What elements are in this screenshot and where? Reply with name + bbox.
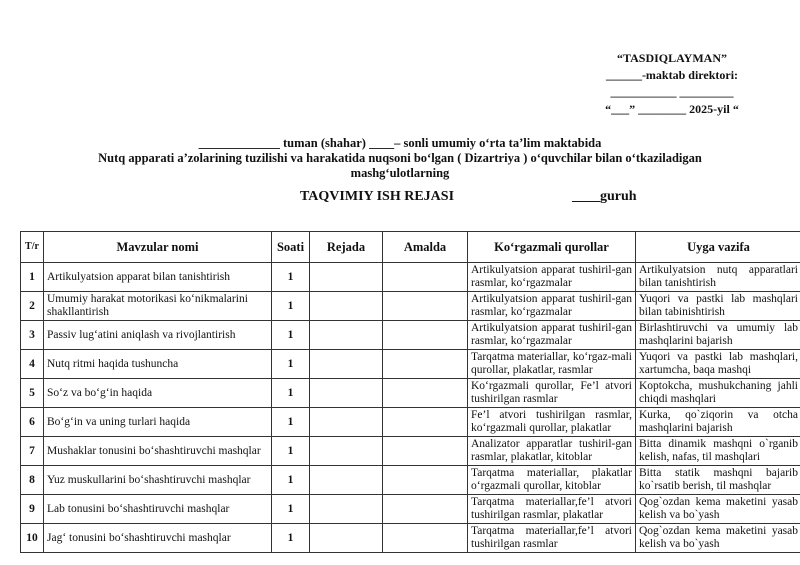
approval-date-line: “___” ________ 2025-yil “ <box>605 102 739 116</box>
hours-cell: 1 <box>272 524 310 553</box>
actual-date-cell <box>383 408 468 437</box>
topic-cell: Artikulyatsion apparat bilan tanishtirish <box>44 263 272 292</box>
table-row <box>21 379 800 408</box>
actual-date-cell <box>383 350 468 379</box>
col-header-plan: Rejada <box>310 232 383 263</box>
materials-cell: Tarqatma materiallar, plakatlar o‘rgazmali qurollar, kitoblar <box>468 466 636 495</box>
hours-cell: 1 <box>272 495 310 524</box>
plan-date-cell <box>310 263 383 292</box>
table-body <box>21 263 800 553</box>
col-header-homework: Uyga vazifa <box>636 232 800 263</box>
plan-date-cell <box>310 350 383 379</box>
col-header-materials: Ko‘rgazmali qurollar <box>468 232 636 263</box>
homework-cell: Qog`ozdan kema maketini yasab kelish va bo`yash <box>636 524 800 553</box>
table-row <box>21 292 800 321</box>
homework-cell: Birlashtiruvchi va umumiy lab mashqlarini bajarish <box>636 321 800 350</box>
col-header-hours: Soati <box>272 232 310 263</box>
table-row <box>21 524 800 553</box>
homework-cell: Artikulyatsion nutq apparatlari bilan tanishtirish <box>636 263 800 292</box>
row-number: 10 <box>21 524 44 553</box>
materials-cell: Ko‘rgazmali qurollar, Fe’l atvori tushirilgan rasmlar <box>468 379 636 408</box>
group-label: ____guruh <box>572 189 637 204</box>
actual-date-cell <box>383 524 468 553</box>
homework-cell: Bitta dinamik mashqni o`rganib kelish, nafas, til mashqlari <box>636 437 800 466</box>
topic-cell: Lab tonusini bo‘shashtiruvchi mashqlar <box>44 495 272 524</box>
plan-title: TAQVIMIY ISH REJASI <box>300 189 455 204</box>
hours-cell: 1 <box>272 466 310 495</box>
table-row <box>21 321 800 350</box>
actual-date-cell <box>383 379 468 408</box>
topic-cell: Yuz muskullarini bo‘shashtiruvchi mashqlar <box>44 466 272 495</box>
topic-cell: Nutq ritmi haqida tushuncha <box>44 350 272 379</box>
actual-date-cell <box>383 292 468 321</box>
homework-cell: Qog`ozdan kema maketini yasab kelish va bo`yash <box>636 495 800 524</box>
col-header-actual: Amalda <box>383 232 468 263</box>
homework-cell: Koptokcha, mushukchaning jahli chiqdi mashqlari <box>636 379 800 408</box>
actual-date-cell <box>383 466 468 495</box>
hours-cell: 1 <box>272 292 310 321</box>
materials-cell: Analizator apparatlar tushiril-gan rasmlar, plakatlar, kitoblar <box>468 437 636 466</box>
actual-date-cell <box>383 321 468 350</box>
hours-cell: 1 <box>272 321 310 350</box>
row-number: 6 <box>21 408 44 437</box>
document-header <box>40 136 760 181</box>
materials-cell: Tarqatma materiallar,fe’l atvori tushirilgan rasmlar <box>468 524 636 553</box>
col-header-topic: Mavzular nomi <box>44 232 272 263</box>
row-number: 4 <box>21 350 44 379</box>
actual-date-cell <box>383 495 468 524</box>
lesson-plan-table <box>20 231 800 553</box>
materials-cell: Tarqatma materiallar,fe’l atvori tushirilgan rasmlar, plakatlar <box>468 495 636 524</box>
homework-cell: Bitta statik mashqni bajarib ko`rsatib berish, til mashqlar <box>636 466 800 495</box>
actual-date-cell <box>383 437 468 466</box>
topic-cell: Mushaklar tonusini bo‘shashtiruvchi mashqlar <box>44 437 272 466</box>
header-subject-line-2: mashg‘ulotlarning <box>350 166 450 180</box>
plan-date-cell <box>310 437 383 466</box>
materials-cell: Artikulyatsion apparat tushiril-gan rasmlar, ko‘rgazmalar <box>468 321 636 350</box>
plan-date-cell <box>310 466 383 495</box>
hours-cell: 1 <box>272 263 310 292</box>
table-row <box>21 263 800 292</box>
hours-cell: 1 <box>272 379 310 408</box>
row-number: 5 <box>21 379 44 408</box>
row-number: 9 <box>21 495 44 524</box>
approval-signature-line: ___________ _________ <box>610 85 734 99</box>
actual-date-cell <box>383 263 468 292</box>
table-header-row <box>21 232 800 263</box>
hours-cell: 1 <box>272 350 310 379</box>
materials-cell: Artikulyatsion apparat tushiril-gan rasmlar, ko‘rgazmalar <box>468 292 636 321</box>
approval-school-director: ______-maktab direktori: <box>605 68 739 82</box>
plan-date-cell <box>310 408 383 437</box>
plan-date-cell <box>310 524 383 553</box>
row-number: 7 <box>21 437 44 466</box>
topic-cell: So‘z va bo‘g‘in haqida <box>44 379 272 408</box>
row-number: 3 <box>21 321 44 350</box>
plan-date-cell <box>310 379 383 408</box>
topic-cell: Jag‘ tonusini bo‘shashtiruvchi mashqlar <box>44 524 272 553</box>
plan-date-cell <box>310 292 383 321</box>
homework-cell: Yuqori va pastki lab mashqlari bilan tabinishtirish <box>636 292 800 321</box>
hours-cell: 1 <box>272 437 310 466</box>
hours-cell: 1 <box>272 408 310 437</box>
homework-cell: Yuqori va pastki lab mashqlari, xartumcha, baqa mashqi <box>636 350 800 379</box>
table-row <box>21 495 800 524</box>
plan-date-cell <box>310 495 383 524</box>
topic-cell: Bo‘g‘in va uning turlari haqida <box>44 408 272 437</box>
header-subject-line: Nutq apparati a’zolarining tuzilishi va harakatida nuqsoni bo‘lgan ( Dizartriya ) o‘quvchilar bilan o‘tkaziladigan <box>98 151 702 165</box>
topic-cell: Passiv lug‘atini aniqlash va rivojlantirish <box>44 321 272 350</box>
approval-block <box>592 50 752 118</box>
col-header-number: T/r <box>21 232 44 263</box>
approval-heading: “TASDIQLAYMAN” <box>616 51 727 65</box>
materials-cell: Fe’l atvori tushirilgan rasmlar, ko‘rgazmali qurollar, plakatlar <box>468 408 636 437</box>
materials-cell: Artikulyatsion apparat tushiril-gan rasmlar, ko‘rgazmalar <box>468 263 636 292</box>
row-number: 1 <box>21 263 44 292</box>
row-number: 2 <box>21 292 44 321</box>
homework-cell: Kurka, qo`ziqorin va otcha mashqlarini bajarish <box>636 408 800 437</box>
table-row <box>21 466 800 495</box>
table-row <box>21 437 800 466</box>
table-row <box>21 408 800 437</box>
table-row <box>21 350 800 379</box>
topic-cell: Umumiy harakat motorikasi ko‘nikmalarini shakllantirish <box>44 292 272 321</box>
header-school-line: _____________ tuman (shahar) ____– sonli umumiy o‘rta ta’lim maktabida <box>198 136 602 150</box>
plan-date-cell <box>310 321 383 350</box>
materials-cell: Tarqatma materiallar, ko‘rgaz-mali qurollar, plakatlar, rasmlar <box>468 350 636 379</box>
row-number: 8 <box>21 466 44 495</box>
